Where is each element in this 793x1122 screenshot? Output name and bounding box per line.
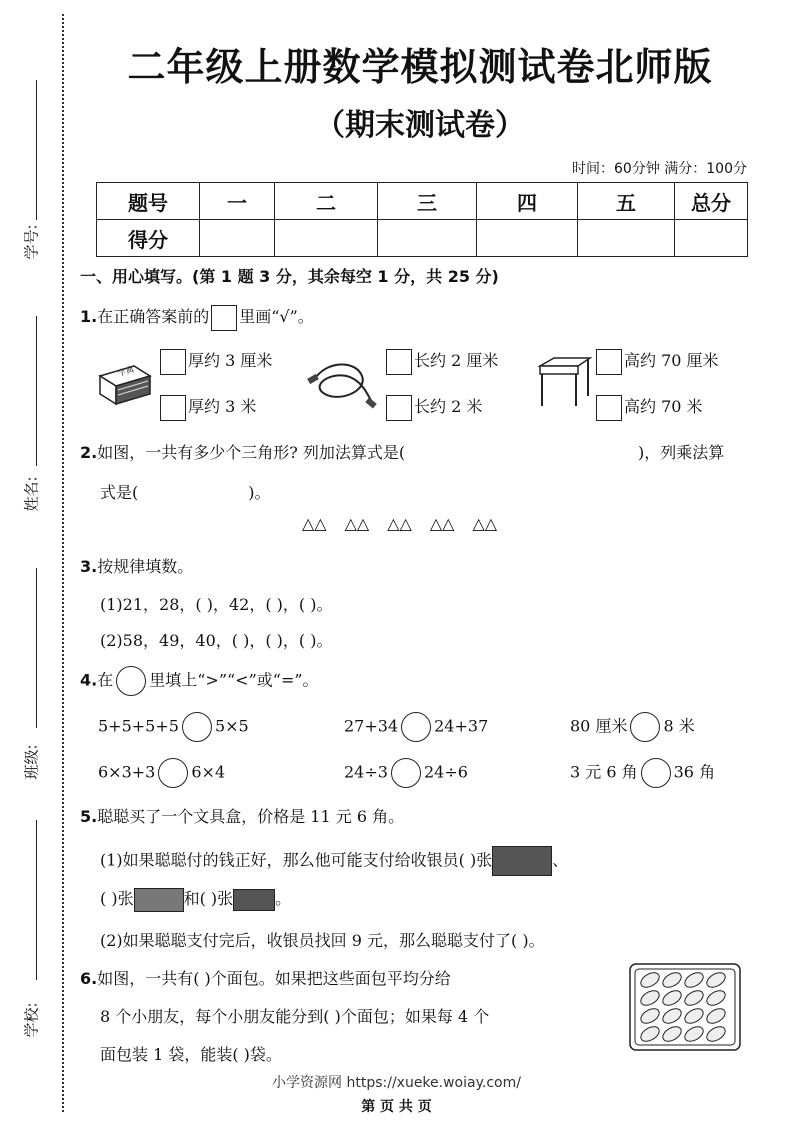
answer-box-sample bbox=[211, 305, 237, 331]
compare-right: 36 角 bbox=[673, 762, 716, 782]
compare-left: 5+5+5+5 bbox=[98, 716, 179, 736]
question-number: 4. bbox=[80, 670, 98, 690]
checkbox[interactable] bbox=[160, 395, 186, 421]
desk-icon bbox=[536, 356, 592, 408]
question-5-line3: (2)如果聪聪支付完后，收银员找回 9 元，那么聪聪支付了( )。 bbox=[100, 931, 545, 950]
score-header-cell: 题号 bbox=[97, 183, 200, 220]
score-header-row bbox=[97, 183, 748, 220]
question-text: 在 bbox=[97, 670, 114, 690]
question-text: 如图，一共有多少个三角形? 列加法算式是( bbox=[97, 443, 406, 462]
binding-line bbox=[62, 14, 64, 1112]
compare-left: 80 厘米 bbox=[570, 716, 628, 736]
xingming-line bbox=[36, 316, 37, 466]
question-text: 在正确答案前的 bbox=[97, 307, 210, 326]
compare-left: 27+34 bbox=[344, 716, 399, 736]
question-text: )，列乘法算 bbox=[638, 443, 725, 462]
jump-rope-icon bbox=[306, 356, 380, 410]
question-text: 。 bbox=[275, 889, 292, 908]
xuehao-line bbox=[36, 80, 37, 220]
compare-item bbox=[344, 758, 468, 788]
question-1 bbox=[80, 304, 314, 331]
question-number: 6. bbox=[80, 969, 98, 988]
triangle-pair: △△ bbox=[302, 514, 327, 533]
option-label: 高约 70 厘米 bbox=[624, 351, 719, 370]
checkbox[interactable] bbox=[386, 395, 412, 421]
compare-right: 24+37 bbox=[434, 716, 489, 736]
question-4 bbox=[80, 666, 319, 696]
question-2-line2 bbox=[100, 480, 271, 503]
compare-right: 24÷6 bbox=[423, 762, 468, 782]
xuexiao-line bbox=[36, 820, 37, 980]
footer-site: 小学资源网 https://xueke.woiay.com/ bbox=[272, 1075, 521, 1091]
compare-left: 3 元 6 角 bbox=[570, 762, 638, 782]
question-number: 2. bbox=[80, 443, 98, 462]
option-label: 长约 2 米 bbox=[414, 397, 483, 416]
compare-item bbox=[344, 712, 488, 742]
xuehao-label: 学号: bbox=[22, 224, 41, 260]
option-row bbox=[384, 394, 482, 421]
sequence-1: (1)21，28，( )，42，( )，( )。 bbox=[100, 595, 333, 614]
sequence-2: (2)58，49，40，( )，( )，( )。 bbox=[100, 631, 333, 650]
compare-circle[interactable] bbox=[641, 758, 671, 788]
score-header-cell: 三 bbox=[378, 183, 477, 220]
score-cell[interactable] bbox=[200, 220, 275, 257]
jiao-note-icon bbox=[233, 889, 275, 911]
checkbox[interactable] bbox=[386, 349, 412, 375]
option-row bbox=[384, 348, 498, 375]
xingming-label: 姓名: bbox=[22, 476, 41, 512]
score-row bbox=[97, 220, 748, 257]
compare-circle[interactable] bbox=[401, 712, 431, 742]
question-5-line2 bbox=[100, 886, 291, 912]
score-header-cell: 二 bbox=[275, 183, 378, 220]
option-label: 高约 70 米 bbox=[624, 397, 703, 416]
checkbox[interactable] bbox=[160, 349, 186, 375]
compare-item bbox=[570, 758, 715, 788]
score-cell[interactable] bbox=[675, 220, 748, 257]
banji-label: 班级: bbox=[22, 744, 41, 780]
compare-right: 5×5 bbox=[214, 716, 249, 736]
page-subtitle: （期末测试卷） bbox=[315, 108, 525, 143]
checkbox[interactable] bbox=[596, 349, 622, 375]
triangle-pair: △△ bbox=[344, 514, 370, 533]
question-text: 如图，一共有( )个面包。如果把这些面包平均分给 bbox=[97, 969, 451, 988]
score-row-label: 得分 bbox=[97, 220, 200, 257]
page-title: 二年级上册数学模拟测试卷北师版 bbox=[127, 45, 713, 89]
question-6-line2: 8 个小朋友，每个小朋友能分到( )个面包；如果每 4 个 bbox=[100, 1007, 490, 1026]
section-heading: 一、用心填写。(第 1 题 3 分，其余每空 1 分，共 25 分) bbox=[80, 267, 499, 286]
question-6-line3: 面包装 1 袋，能装( )袋。 bbox=[100, 1045, 282, 1064]
question-text: 里填上“>”“<”或“=”。 bbox=[149, 670, 319, 690]
compare-left: 24÷3 bbox=[344, 762, 388, 782]
question-text: 聪聪买了一个文具盒，价格是 11 元 6 角。 bbox=[97, 807, 405, 826]
compare-item bbox=[98, 758, 225, 788]
option-label: 厚约 3 米 bbox=[188, 397, 257, 416]
bread-tray-icon bbox=[628, 962, 742, 1052]
score-cell[interactable] bbox=[578, 220, 675, 257]
exam-meta: 时间：60分钟 满分：100分 bbox=[572, 161, 747, 177]
compare-right: 6×4 bbox=[191, 762, 226, 782]
option-row bbox=[594, 348, 719, 375]
compare-circle-sample bbox=[116, 666, 146, 696]
banji-line bbox=[36, 568, 37, 728]
compare-left: 6×3+3 bbox=[98, 762, 156, 782]
checkbox[interactable] bbox=[596, 395, 622, 421]
question-text: (1)如果聪聪付的钱正好，那么他可能支付给收银员( )张 bbox=[100, 850, 493, 870]
question-5-line1 bbox=[100, 846, 568, 876]
question-2 bbox=[80, 440, 746, 463]
question-number: 3. bbox=[80, 557, 98, 576]
one-yuan-note-icon bbox=[134, 888, 184, 912]
compare-circle[interactable] bbox=[158, 758, 188, 788]
option-label: 厚约 3 厘米 bbox=[188, 351, 273, 370]
compare-right: 8 米 bbox=[663, 716, 695, 736]
question-text: )。 bbox=[248, 483, 271, 502]
question-text: 按规律填数。 bbox=[97, 557, 194, 576]
question-text: 、 bbox=[552, 850, 569, 870]
score-table bbox=[96, 182, 748, 257]
triangle-pair: △△ bbox=[387, 514, 412, 533]
triangle-figure bbox=[302, 514, 497, 533]
question-6 bbox=[80, 966, 451, 989]
triangle-pair: △△ bbox=[429, 514, 455, 533]
option-label: 长约 2 厘米 bbox=[414, 351, 499, 370]
question-text: 里画“√”。 bbox=[239, 307, 314, 326]
option-row bbox=[158, 394, 256, 421]
score-cell[interactable] bbox=[275, 220, 378, 257]
compare-item bbox=[570, 712, 695, 742]
question-text: 式是( bbox=[100, 483, 139, 502]
question-5 bbox=[80, 804, 404, 827]
score-header-cell: 总分 bbox=[675, 183, 748, 220]
score-header-cell: 四 bbox=[477, 183, 578, 220]
question-3 bbox=[80, 554, 193, 577]
question-number: 5. bbox=[80, 807, 98, 826]
compare-circle[interactable] bbox=[391, 758, 421, 788]
question-text: 和( )张 bbox=[183, 889, 234, 908]
option-row bbox=[158, 348, 272, 375]
footer-page: 第 页 共 页 bbox=[361, 1099, 432, 1115]
triangle-pair: △△ bbox=[472, 514, 498, 533]
question-text: ( )张 bbox=[100, 889, 134, 908]
compare-circle[interactable] bbox=[182, 712, 212, 742]
compare-item bbox=[98, 712, 249, 742]
option-row bbox=[594, 394, 703, 421]
xuexiao-label: 学校: bbox=[22, 1002, 41, 1038]
score-header-cell: 五 bbox=[578, 183, 675, 220]
score-cell[interactable] bbox=[378, 220, 477, 257]
score-header-cell: 一 bbox=[200, 183, 275, 220]
dictionary-label: 字典 bbox=[117, 365, 135, 378]
ten-yuan-note-icon bbox=[492, 846, 552, 876]
score-cell[interactable] bbox=[477, 220, 578, 257]
compare-circle[interactable] bbox=[630, 712, 660, 742]
question-number: 1. bbox=[80, 307, 98, 326]
